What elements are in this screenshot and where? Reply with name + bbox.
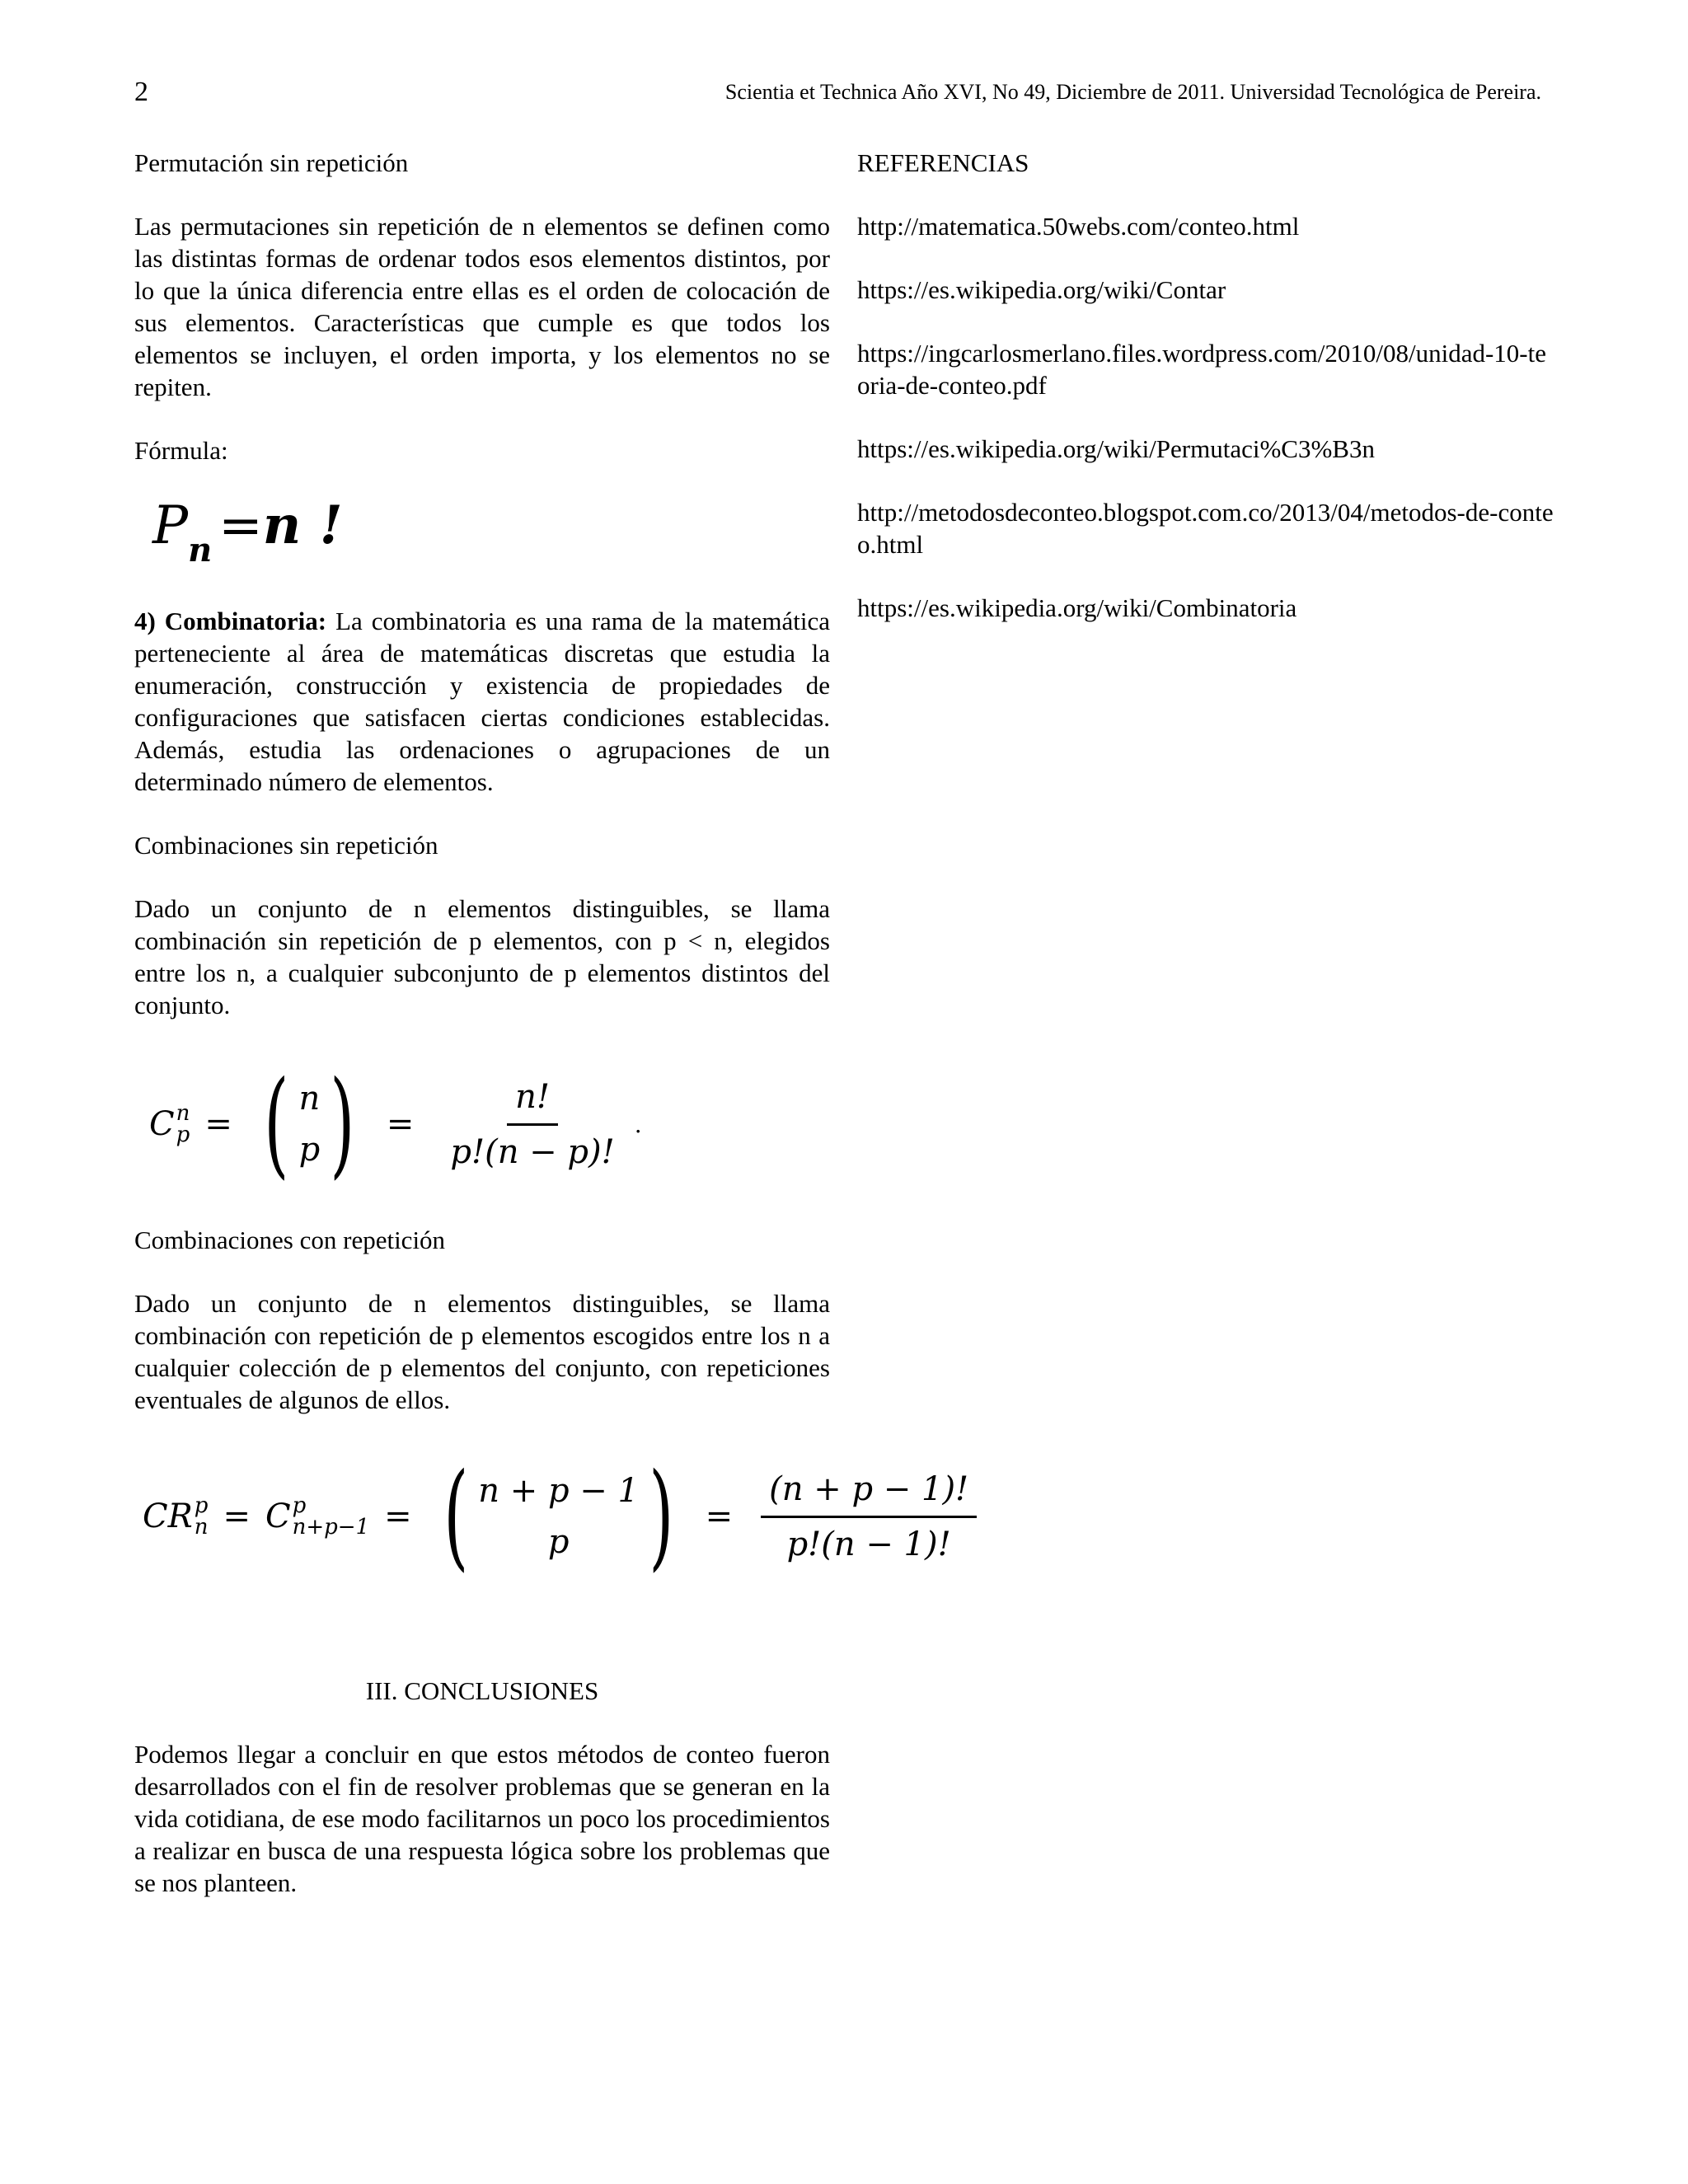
permutation-formula: $P_n =n$ ! [152,494,343,569]
comb-con-title: Combinaciones con repetición [134,1226,446,1254]
reference-item[interactable]: https://es.wikipedia.org/wiki/Combinatoria [857,593,1297,622]
formula-label: Fórmula: [134,436,228,465]
reference-item[interactable]: http://metodosdeconteo.blogspot.com.co/2013/04/metodos-de-conteo.html [857,498,1554,559]
comb-sin-formula: C n p = ( n p ) = $\frac{n!}{p!(n - p)!}$ . [149,1057,642,1191]
permutation-paragraph: Las permutaciones sin repetición de n elementos se definen como las distintas formas de ordenar todos esos elementos distintos, por lo que la única diferencia entre ellas es el orden de colocación de sus elementos. Características que cumple es que todos los elementos se incluyen, el orden importa, y los elementos no se repiten. [134,212,830,401]
reference-item[interactable]: https://ingcarlosmerlano.files.wordpress.com/2010/08/unidad-10-teoria-de-conteo.pdf [857,339,1546,400]
page-number: 2 [134,77,148,107]
comb-con-formula: CR p n = C p n+p−1 = ( n + p − 1 p ) = $\frac{(n + p - 1)!}{p!(n - 1)!}$ [143,1459,830,1574]
combinatoria-paragraph: 4) Combinatoria: La combinatoria es una rama de la matemática perteneciente al área de matemáticas discretas que estudia la enumeración, construcción y existencia de propiedades de configuraciones que satisfacen ciertas condiciones establecidas. Además, estudia las ordenaciones o agrupaciones de un determinado número de elementos. [134,607,830,796]
comb-sin-title: Combinaciones sin repetición [134,831,438,860]
conclusions-paragraph: Podemos llegar a concluir en que estos métodos de conteo fueron desarrollados con el fin de resolver problemas que se generan en la vida cotidiana, de ese modo facilitarnos un poco los procedimientos a realizar en busca de una respuesta lógica sobre los problemas que se nos planteen. [134,1740,830,1897]
combinatoria-heading: 4) Combinatoria: [134,607,327,635]
comb-sin-paragraph: Dado un conjunto de n elementos distinguibles, se llama combinación sin repetición de p elementos, con p < n, elegidos entre los n, a cualquier subconjunto de p elementos distintos del conjunto. [134,894,830,1019]
comb-con-paragraph: Dado un conjunto de n elementos distinguibles, se llama combinación con repetición de p elementos escogidos entre los n a cualquier colección de p elementos del conjunto, con repeticiones eventuales de algunos de ellos. [134,1289,830,1414]
permutation-title: Permutación sin repetición [134,148,409,177]
reference-item[interactable]: http://matematica.50webs.com/conteo.html [857,212,1300,241]
reference-item[interactable]: https://es.wikipedia.org/wiki/Contar [857,275,1226,304]
reference-item[interactable]: https://es.wikipedia.org/wiki/Permutaci%C3%B3n [857,434,1375,463]
references-column [857,147,1558,624]
references-title: REFERENCIAS [857,148,1029,177]
conclusions-title: III. CONCLUSIONES [365,1676,599,1705]
running-header: Scientia et Technica Año XVI, No 49, Diciembre de 2011. Universidad Tecnológica de Pereira. [724,80,1541,104]
